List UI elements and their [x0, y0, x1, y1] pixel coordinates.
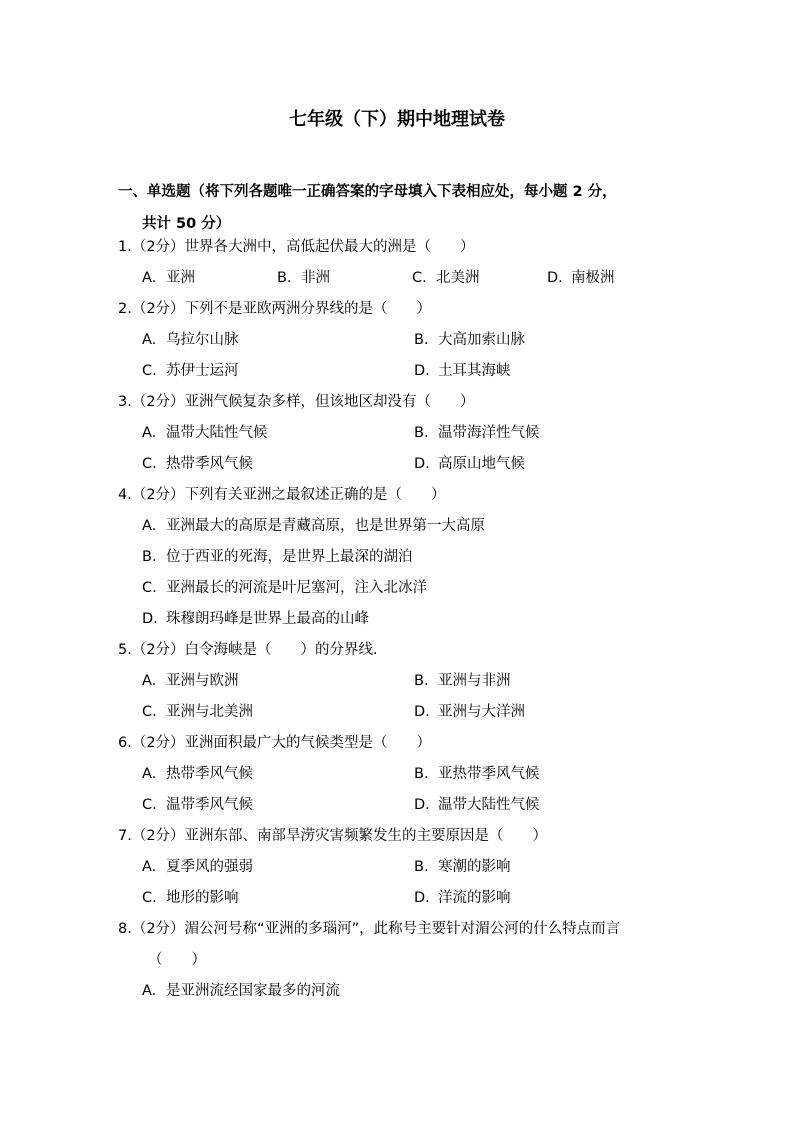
- option-c: C. 亚洲与北美洲: [142, 704, 253, 720]
- question-1: [118, 232, 698, 294]
- option-d: D. 高原山地气候: [414, 456, 525, 472]
- option-d: D. 土耳其海峡: [414, 363, 511, 379]
- question-stem-continued: （ ）: [148, 952, 206, 968]
- option-b: B. 寒潮的影响: [414, 859, 511, 875]
- options-grid: [118, 666, 698, 728]
- question-list: [118, 232, 698, 1007]
- question-stem: 2.（2分）下列不是亚欧两洲分界线的是（ ）: [118, 301, 432, 317]
- option-c: C. 亚洲最长的河流是叶尼塞河，注入北冰洋: [142, 580, 427, 596]
- option-b: B. 亚洲与非洲: [414, 673, 511, 689]
- option-c: C. 北美洲: [412, 270, 480, 286]
- section-heading-line2: 共计 50 分）: [142, 216, 231, 232]
- options-grid: [118, 325, 698, 387]
- options-list: [118, 976, 698, 1007]
- option-c: C. 地形的影响: [142, 890, 239, 906]
- question-3: [118, 387, 698, 480]
- question-4: [118, 480, 698, 635]
- option-a: A. 夏季风的强弱: [142, 859, 253, 875]
- option-d: D. 洋流的影响: [414, 890, 511, 906]
- option-a: A. 亚洲最大的高原是青藏高原，也是世界第一大高原: [142, 518, 485, 534]
- section-heading: [118, 176, 698, 240]
- options-grid: [118, 418, 698, 480]
- option-b: B. 非洲: [277, 270, 330, 286]
- question-stem: 5.（2分）白令海峡是（ ）的分界线.: [118, 642, 378, 658]
- option-c: C. 苏伊士运河: [142, 363, 239, 379]
- question-8: [118, 914, 698, 1007]
- option-d: D. 珠穆朗玛峰是世界上最高的山峰: [142, 611, 369, 627]
- question-5: [118, 635, 698, 728]
- option-c: C. 温带季风气候: [142, 797, 253, 813]
- question-2: [118, 294, 698, 387]
- question-stem: 8.（2分）湄公河号称“亚洲的多瑙河”，此称号主要针对湄公河的什么特点而言: [118, 921, 621, 937]
- question-stem: 1.（2分）世界各大洲中，高低起伏最大的洲是（ ）: [118, 239, 475, 255]
- options-grid: [118, 759, 698, 821]
- option-a: A. 亚洲与欧洲: [142, 673, 239, 689]
- option-b: B. 亚热带季风气候: [414, 766, 540, 782]
- question-stem: 3.（2分）亚洲气候复杂多样，但该地区却没有（ ）: [118, 394, 475, 410]
- question-7: [118, 821, 698, 914]
- option-d: D. 南极洲: [547, 270, 615, 286]
- options-grid: [118, 852, 698, 914]
- options-row: [118, 263, 698, 294]
- option-a: A. 是亚洲流经国家最多的河流: [142, 983, 340, 999]
- option-c: C. 热带季风气候: [142, 456, 253, 472]
- option-d: D. 温带大陆性气候: [414, 797, 540, 813]
- option-b: B. 大高加索山脉: [414, 332, 525, 348]
- option-a: A. 热带季风气候: [142, 766, 253, 782]
- question-stem: 6.（2分）亚洲面积最广大的气候类型是（ ）: [118, 735, 432, 751]
- option-d: D. 亚洲与大洋洲: [414, 704, 525, 720]
- option-a: A. 乌拉尔山脉: [142, 332, 239, 348]
- question-stem: 4.（2分）下列有关亚洲之最叙述正确的是（ ）: [118, 487, 446, 503]
- option-a: A. 亚洲: [142, 270, 195, 286]
- option-a: A. 温带大陆性气候: [142, 425, 268, 441]
- option-b: B. 位于西亚的死海，是世界上最深的湖泊: [142, 549, 413, 565]
- options-list: [118, 511, 698, 635]
- question-stem: 7.（2分）亚洲东部、南部旱涝灾害频繁发生的主要原因是（ ）: [118, 828, 548, 844]
- question-6: [118, 728, 698, 821]
- section-heading-line1: 一、单选题（将下列各题唯一正确答案的字母填入下表相应处，每小题 2 分，: [118, 184, 617, 200]
- page-title: 七年级（下）期中地理试卷: [289, 109, 505, 130]
- option-b: B. 温带海洋性气候: [414, 425, 540, 441]
